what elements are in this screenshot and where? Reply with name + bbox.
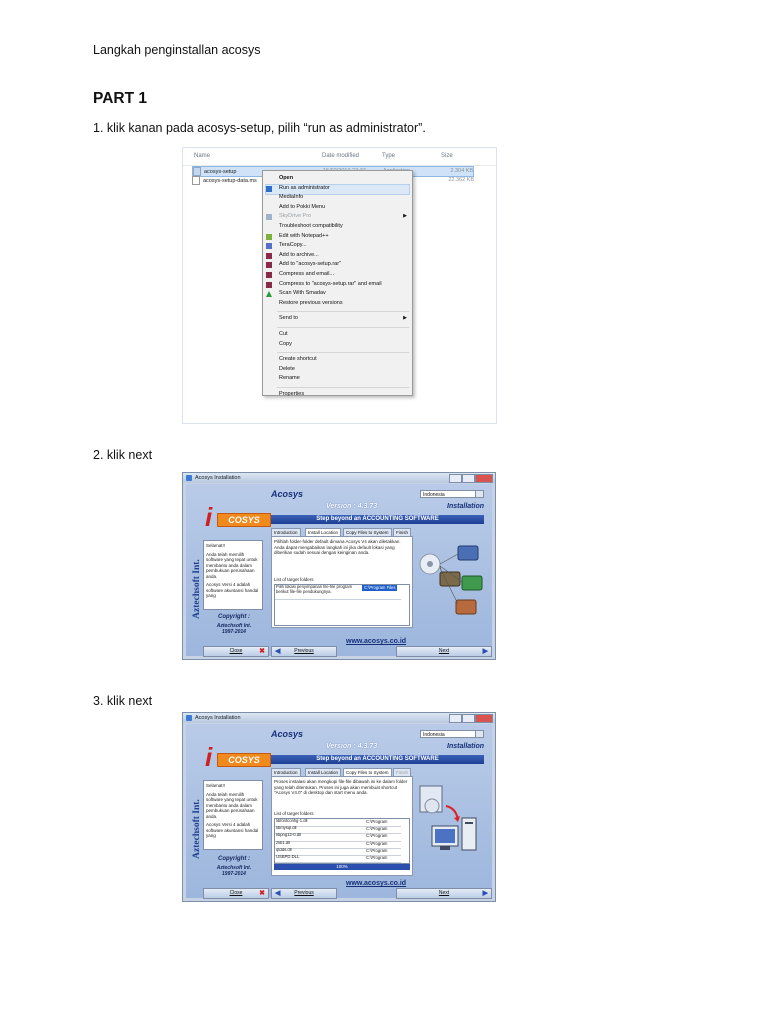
file-name-cell: libpng12-0.dll	[276, 833, 301, 838]
slogan-banner: Step beyond an ACCOUNTING SOFTWARE	[271, 515, 484, 524]
menu-item-scan-with-smadav[interactable]: Scan With Smadav	[279, 290, 326, 297]
tab-copy-files-to-system[interactable]: Copy Files to System	[343, 528, 392, 537]
target-path-cell[interactable]: C:\Program Files	[364, 585, 396, 590]
close-x-icon: ✖	[259, 648, 265, 655]
menu-separator	[277, 352, 409, 353]
language-value: Indonesia	[423, 732, 445, 738]
window-title: Acosys Installation	[195, 475, 241, 481]
acosys-logo	[201, 504, 271, 532]
file-name-cell: libmysql.dll	[276, 826, 297, 831]
panel-description: Pilihlah folder-folder default dimana Acosys V4 akan diletakkan. Anda dapat mengabaikan langkah ini jika default lokasi yang diberikan sudah sesuai dengan keinginan anda.	[274, 539, 401, 555]
previous-label: Previous	[294, 890, 314, 896]
welcome-line: Acosys Versi 4 adalah software akuntansi handal yang	[206, 822, 259, 838]
winrar-icon	[266, 282, 272, 288]
side-brand-text: Aztechsoft Int.	[192, 799, 202, 859]
col-name[interactable]: Name	[194, 153, 211, 159]
side-brand-text: Aztechsoft Int.	[192, 559, 202, 619]
minimize-button[interactable]	[449, 714, 462, 723]
target-path-cell[interactable]: C:\Program	[366, 855, 388, 860]
version-label: Version : 4.3.73	[326, 503, 378, 510]
submenu-arrow-icon: ▶	[403, 213, 407, 220]
minimize-button[interactable]	[449, 474, 462, 483]
welcome-line: Selamat!!	[206, 783, 226, 788]
welcome-line: Anda telah memilih software yang tepat untuk membantu anda dalam pembukuan perusahaan anda.	[206, 791, 258, 819]
installation-label: Installation	[447, 503, 484, 510]
menu-item-rename[interactable]: Rename	[279, 375, 300, 382]
target-path-cell[interactable]: C:\Program	[366, 840, 388, 846]
file-name-cell: Pilih lokasi penyimpanan file-file program berikut file-file pendukungnya.	[276, 585, 353, 594]
menu-item-mediainfo[interactable]: MediaInfo	[279, 194, 304, 201]
cloud-icon	[266, 214, 272, 220]
winrar-icon	[266, 253, 272, 259]
col-size[interactable]: Size	[441, 153, 453, 159]
menu-separator	[277, 327, 409, 328]
maximize-button[interactable]	[462, 474, 475, 483]
app-icon	[186, 715, 192, 721]
next-button[interactable]	[396, 888, 492, 899]
menu-item-compress-to-acosys-setup-rar-and-email[interactable]: Compress to "acosys-setup.rar" and email	[279, 280, 382, 287]
copyright-heading: Copyright :	[218, 614, 250, 620]
website-link[interactable]: www.acosys.co.id	[346, 880, 407, 887]
table-row[interactable]	[275, 585, 401, 600]
installer-client	[186, 724, 492, 898]
tab-introduction[interactable]: Introduction	[271, 768, 301, 777]
computer-illustration-icon	[418, 782, 488, 862]
list-label: List of target folders	[274, 577, 314, 582]
tab-finish[interactable]: Finish	[393, 768, 411, 777]
close-button[interactable]	[203, 888, 269, 899]
window-close-button[interactable]	[475, 714, 493, 723]
smadav-icon	[266, 291, 272, 297]
tab-strip	[271, 528, 421, 536]
computer-illustration	[418, 782, 488, 862]
tab-strip	[271, 768, 421, 776]
target-path-cell[interactable]: C:\Program	[366, 826, 388, 832]
brand-title: Acosys	[271, 729, 304, 739]
next-label: Next	[438, 648, 450, 654]
submenu-arrow-icon: ▶	[403, 315, 407, 322]
tab-finish[interactable]: Finish	[393, 528, 411, 537]
doc-title: Langkah penginstallan acosys	[93, 43, 261, 57]
file-name: acosys-setup	[204, 168, 237, 175]
tab-copy-files-to-system[interactable]: Copy Files to System	[343, 768, 392, 778]
language-select[interactable]	[420, 490, 484, 498]
tab-panel	[271, 536, 413, 628]
window-title: Acosys Installation	[195, 715, 241, 721]
installation-label: Installation	[447, 743, 484, 750]
winrar-icon	[266, 262, 272, 268]
menu-item-teracopy[interactable]: TeraCopy...	[279, 242, 307, 249]
menu-item-run-as-administrator[interactable]: Run as administrator	[279, 184, 330, 191]
menu-separator	[277, 311, 409, 312]
close-button[interactable]	[203, 646, 269, 657]
previous-arrow-icon: ◀	[275, 648, 281, 655]
col-type[interactable]: Type	[382, 153, 396, 159]
welcome-box	[203, 540, 263, 610]
tab-panel	[271, 776, 413, 876]
step-2-text: 2. klik next	[93, 448, 153, 462]
welcome-line: Anda telah memilih software yang tepat untuk membantu anda dalam pembukuan perusahaan anda.	[206, 551, 258, 579]
notepad-icon	[266, 234, 272, 240]
copy-progress-bar: 100%	[274, 864, 410, 870]
side-brand	[190, 534, 202, 649]
menu-item-open[interactable]: Open	[279, 175, 294, 181]
file-name-cell: qtdds.dll	[276, 847, 292, 852]
folders-illustration-icon	[418, 542, 488, 622]
chevron-down-icon[interactable]	[475, 491, 483, 497]
close-x-icon: ✖	[259, 890, 265, 897]
part-heading: PART 1	[93, 90, 147, 107]
file-name-cell: libfontconfig-1.dll	[276, 819, 308, 823]
previous-arrow-icon: ◀	[275, 890, 281, 897]
copyright-by: Aztechsoft Int.	[216, 865, 252, 871]
panel-description: Proses instalasi akan mengkopi file-file dibawah ini ke dalam folder yang telah ditentukan. Proses ini juga akan membuat shortcut "Acosys V4.0" di desktop dan start menu anda.	[274, 779, 408, 795]
window-close-button[interactable]	[475, 474, 493, 483]
context-menu	[262, 170, 413, 396]
tab-introduction[interactable]: Introduction	[271, 528, 301, 537]
menu-item-compress-and-email[interactable]: Compress and email...	[279, 271, 335, 277]
file-icon	[192, 176, 200, 185]
previous-label: Previous	[294, 648, 314, 654]
language-select[interactable]	[420, 730, 484, 738]
menu-item-copy[interactable]: Copy	[279, 340, 292, 347]
next-arrow-icon: ▶	[482, 648, 488, 655]
welcome-line: Acosys Versi 4 adalah software akuntansi handal yang	[206, 582, 259, 598]
window-titlebar	[183, 713, 495, 723]
menu-item-delete[interactable]: Delete	[279, 365, 295, 372]
acosys-logo	[201, 744, 271, 772]
window-titlebar	[183, 473, 495, 483]
file-size: 2.304 KB	[450, 168, 473, 174]
welcome-line: Selamat!!	[206, 543, 226, 548]
previous-button[interactable]	[271, 646, 337, 657]
logo-i-mark: i	[205, 502, 213, 532]
step-1-text: 1. klik kanan pada acosys-setup, pilih “run as administrator”.	[93, 121, 426, 135]
menu-item-restore-previous-versions[interactable]: Restore previous versions	[279, 299, 343, 306]
next-arrow-icon: ▶	[482, 890, 488, 897]
next-button[interactable]	[396, 646, 492, 657]
menu-separator	[277, 387, 409, 388]
menu-item-create-shortcut[interactable]: Create shortcut	[279, 356, 317, 363]
file-name-cell: USBPD.DLL	[276, 855, 300, 859]
menu-item-skydrive-pro[interactable]: SkyDrive Pro	[279, 213, 312, 220]
menu-item-troubleshoot-compatibility[interactable]: Troubleshoot compatibility	[279, 223, 343, 229]
logo-text: COSYS	[217, 513, 271, 527]
menu-item-add-to-acosys-setup-rar[interactable]: Add to "acosys-setup.rar"	[279, 261, 341, 268]
installer-client	[186, 484, 492, 656]
target-folders-list	[274, 818, 410, 864]
winrar-icon	[266, 272, 272, 278]
menu-item-add-to-pokki-menu[interactable]: Add to Pokki Menu	[279, 203, 326, 210]
target-path-cell[interactable]: C:\Program	[366, 847, 388, 853]
table-row[interactable]	[275, 855, 401, 863]
copyright-by: Aztechsoft Int.	[216, 623, 252, 629]
step-3-text: 3. klik next	[93, 694, 153, 708]
teracopy-icon	[266, 243, 272, 249]
chevron-down-icon[interactable]	[475, 731, 483, 737]
logo-text: COSYS	[217, 753, 271, 767]
app-icon	[186, 475, 192, 481]
target-folders-list	[274, 584, 410, 626]
copyright-years: 1997-2014	[222, 629, 246, 635]
close-label: Close	[229, 648, 243, 654]
tab-install-location[interactable]: Install Location	[305, 768, 341, 777]
logo-i-mark: i	[205, 742, 213, 772]
file-name: acosys-setup-data.ms	[203, 177, 257, 184]
file-size: 22.362 KB	[448, 177, 474, 183]
next-label: Next	[438, 890, 450, 896]
menu-item-cut[interactable]: Cut	[279, 331, 288, 337]
target-path-cell[interactable]: C:\Program	[366, 833, 388, 839]
explorer-header	[183, 148, 496, 166]
shield-icon	[266, 186, 272, 192]
target-path-cell[interactable]: C:\Program	[366, 819, 388, 824]
installer-screenshot-1	[182, 472, 496, 660]
website-link[interactable]: www.acosys.co.id	[346, 638, 407, 645]
language-value: Indonesia	[423, 492, 445, 498]
file-name-cell: zlib1.dll	[276, 840, 290, 845]
copyright-heading: Copyright :	[218, 856, 250, 862]
close-label: Close	[229, 890, 243, 896]
menu-item-add-to-archive[interactable]: Add to archive...	[279, 251, 319, 258]
col-date[interactable]: Date modified	[322, 153, 360, 159]
copyright-years: 1997-2014	[222, 871, 246, 877]
maximize-button[interactable]	[462, 714, 475, 723]
brand-title: Acosys	[271, 489, 304, 499]
installer-screenshot-2	[182, 712, 496, 902]
menu-item-properties[interactable]: Properties	[279, 391, 305, 397]
folders-illustration	[418, 542, 488, 622]
side-brand	[190, 774, 202, 889]
menu-item-send-to[interactable]: Send to	[279, 315, 298, 322]
slogan-banner: Step beyond an ACCOUNTING SOFTWARE	[271, 755, 484, 764]
list-label: List of target folders	[274, 811, 314, 816]
version-label: Version : 4.3.73	[326, 743, 378, 750]
tab-install-location[interactable]: Install Location	[305, 528, 341, 538]
welcome-box	[203, 780, 263, 850]
explorer-screenshot	[182, 147, 497, 424]
previous-button[interactable]	[271, 888, 337, 899]
menu-item-edit-with-notepad[interactable]: Edit with Notepad++	[279, 232, 329, 239]
application-icon	[193, 167, 201, 176]
